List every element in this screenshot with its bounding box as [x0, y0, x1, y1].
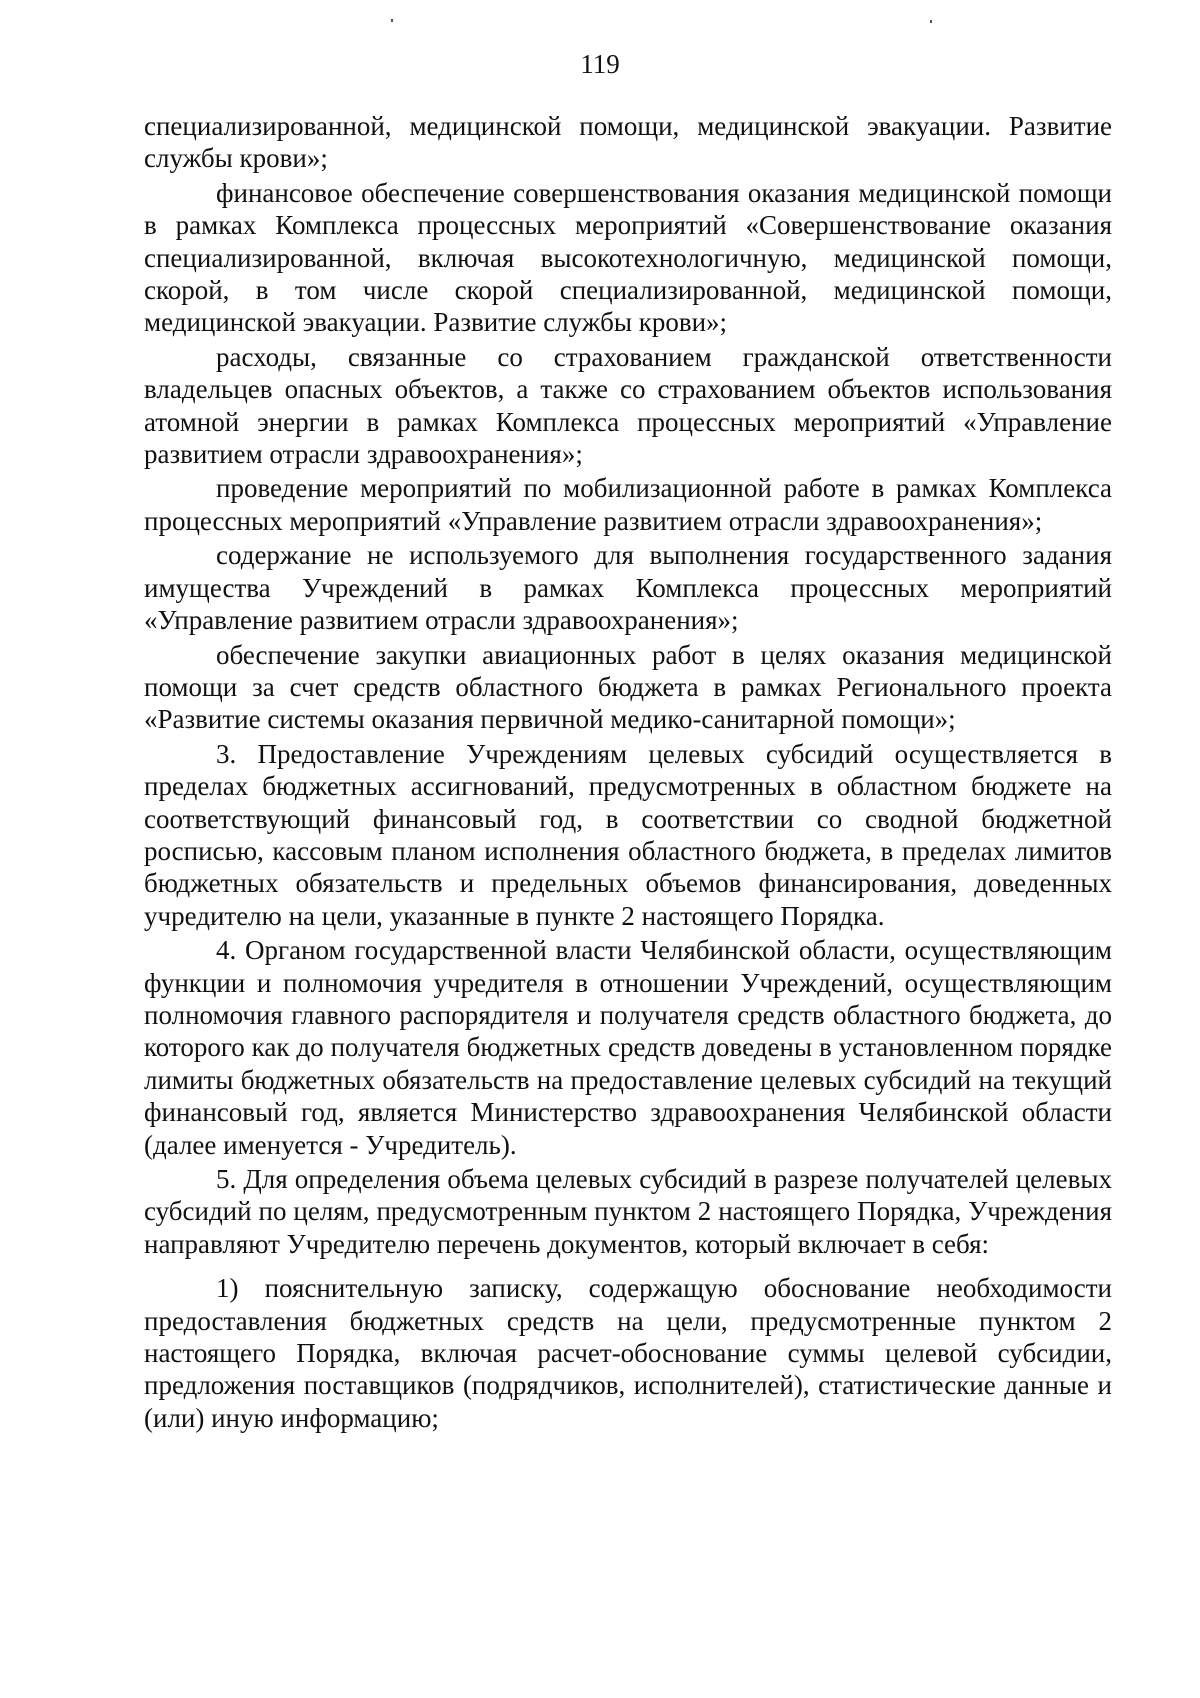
paragraph-subitem-1: 1) пояснительную записку, содержащую обоснование необходимости предоставления бюджетных средств на цели, предусмотренные пунктом 2 настоящего Порядка, включая расчет-обоснование суммы целевой субсидии, предложения поставщиков (подрядчиков, исполнителей), статистические данные и (или) иную информацию;: [144, 1273, 1112, 1433]
paragraph-blood-service-funding: финансовое обеспечение совершенствования оказания медицинской помощи в рамках Комплекса процессных мероприятий «Совершенствование оказания специализированной, включая высокотехнологичную, медицинской помощи, скорой, в том числе скорой специализированной, медицинской помощи, медицинской эвакуации. Развитие службы крови»;: [144, 177, 1112, 338]
paragraph-mobilization-work: проведение мероприятий по мобилизационной работе в рамках Комплекса процессных мероприятий «Управление развитием отрасли здравоохранения»;: [144, 473, 1112, 536]
paragraph-item-5: 5. Для определения объема целевых субсидий в разрезе получателей целевых субсидий по целям, предусмотренным пунктом 2 настоящего Порядка, Учреждения направляют Учредителю перечень документов, который включает в себя:: [144, 1164, 1112, 1259]
paragraph-item-3: 3. Предоставление Учреждениям целевых субсидий осуществляется в пределах бюджетных ассигнований, предусмотренных в областном бюджете на соответствующий финансовый год, в соответствии со сводной бюджетной росписью, кассовым планом исполнения областного бюджета, в пределах лимитов бюджетных обязательств и предельных объемов финансирования, доведенных учредителю на цели, указанные в пункте 2 настоящего Порядка.: [144, 738, 1112, 931]
paragraph-continuation: специализированной, медицинской помощи, медицинской эвакуации. Развитие службы крови»;: [144, 111, 1112, 174]
scan-artifact-mark: [930, 20, 932, 23]
page-number: 119: [580, 49, 620, 79]
scan-artifact-mark: [391, 19, 393, 22]
paragraph-item-4: 4. Органом государственной власти Челябинской области, осуществляющим функции и полномочия учредителя в отношении Учреждений, осуществляющим полномочия главного распорядителя и получателя средств областного бюджета, до которого как до получателя бюджетных средств доведены в установленном порядке лимиты бюджетных обязательств на предоставление целевых субсидий на текущий финансовый год, является Министерство здравоохранения Челябинской области (далее именуется - Учредитель).: [144, 935, 1112, 1160]
document-body: [144, 110, 1112, 1434]
paragraph-liability-insurance: расходы, связанные со страхованием гражданской ответственности владельцев опасных объектов, а также со страхованием объектов использования атомной энергии в рамках Комплекса процессных мероприятий «Управление развитием отрасли здравоохранения»;: [144, 341, 1112, 470]
paragraph-property-maintenance: содержание не используемого для выполнения государственного задания имущества Учреждений в рамках Комплекса процессных мероприятий «Управление развитием отрасли здравоохранения»;: [144, 540, 1112, 636]
paragraph-aviation-procurement: обеспечение закупки авиационных работ в целях оказания медицинской помощи за счет средств областного бюджета в рамках Регионального проекта «Развитие системы оказания первичной медико-санитарной помощи»;: [144, 639, 1112, 735]
